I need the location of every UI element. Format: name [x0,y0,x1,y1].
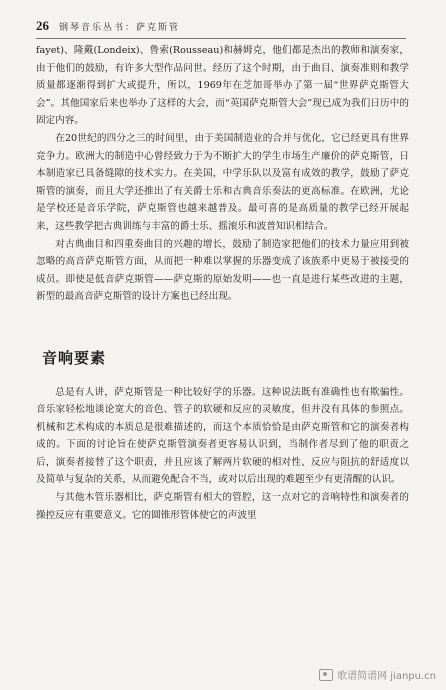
paragraph: 在20世纪的四分之三的时间里，由于美国制造业的合并与优化，它已经更具有世界竞争力。欧洲大的制造中心曾经致力于为不断扩大的学生市场生产廉价的萨克斯管，日本制造家已具备缝隙的技术实力。在美国，中学乐队以及富有成效的教学，鼓励了萨克斯管的演奏，而且大学还推出了有关爵士乐和古典音乐奏法的更高标准。在欧洲，尤论是学校还是音乐学院，萨克斯管也越来越普及。最可喜的是高质量的教学已经开展起来，这些教学把古典训练与丰富的爵士乐、摇滚乐和波普知识相结合。 [36,132,409,232]
header-rule [36,38,406,39]
section-heading: 音响要素 [42,348,107,367]
page-body [36,42,409,524]
watermark-text: 歌谱简谱网 jianpu.cn [337,671,436,682]
paragraph-continued: fayet)、隆戴(Londeix)、鲁索(Rousseau)和赫姆克，他们都是杰出的教师和演奏家，由于他们的鼓励，有许多大型作品问世。经历了这个时期，由于曲目、演奏准则和教学质量都逐渐得到扩大或提升，所以，1969年在芝加哥举办了第一届“世界萨克斯管大会”。其他国家后来也举办了这样的大会，而“英国萨克斯管大会”现已成为我们日历中的固定内容。 [36,45,409,127]
paragraph: 总是有人讲，萨克斯管是一种比较好学的乐器。这种说法既有准确性也有欺骗性。音乐家轻松地谈论宽大的音色、管子的软硬和反应的灵敏度，但并没有具体的参照点。机械和艺术构成的本质总是很难描述的，而这个本质恰恰是由萨克斯管和它的演奏者构成的。下面的讨论旨在使萨克斯管演奏者更容易认识到，当制作者尽到了他的职责之后，演奏者接替了这个职责，并且应该了解两片软硬的相对性、反应与阻抗的舒适度以及简单与复杂的关系，从而避免配合不当，或对以后出现的难题至少有更清醒的认识。 [36,386,409,486]
music-site-logo-icon [319,669,333,681]
page-header [36,18,180,34]
site-watermark [319,667,436,682]
page-number: 26 [36,18,49,33]
paragraph: 与其他木管乐器相比，萨克斯管有相大的管腔，这一点对它的音响特性和演奏者的操控反应有重要意义。它的圆锥形管体使它的声波里 [36,492,409,521]
paragraph: 对古典曲目和四重奏曲目的兴趣的增长，鼓励了制造家把他们的技术力量应用到被忽略的高音萨克斯管方面，从而把一种难以掌握的乐器变成了该族系中更易于被接受的成员。即使是低音萨克斯管——萨克斯的原始发明——也一直是进行某些改进的主题，新型的最高音萨克斯管的设计方案也已经出现。 [36,238,409,303]
running-title: 钢琴音乐丛书：萨克斯管 [59,23,181,33]
